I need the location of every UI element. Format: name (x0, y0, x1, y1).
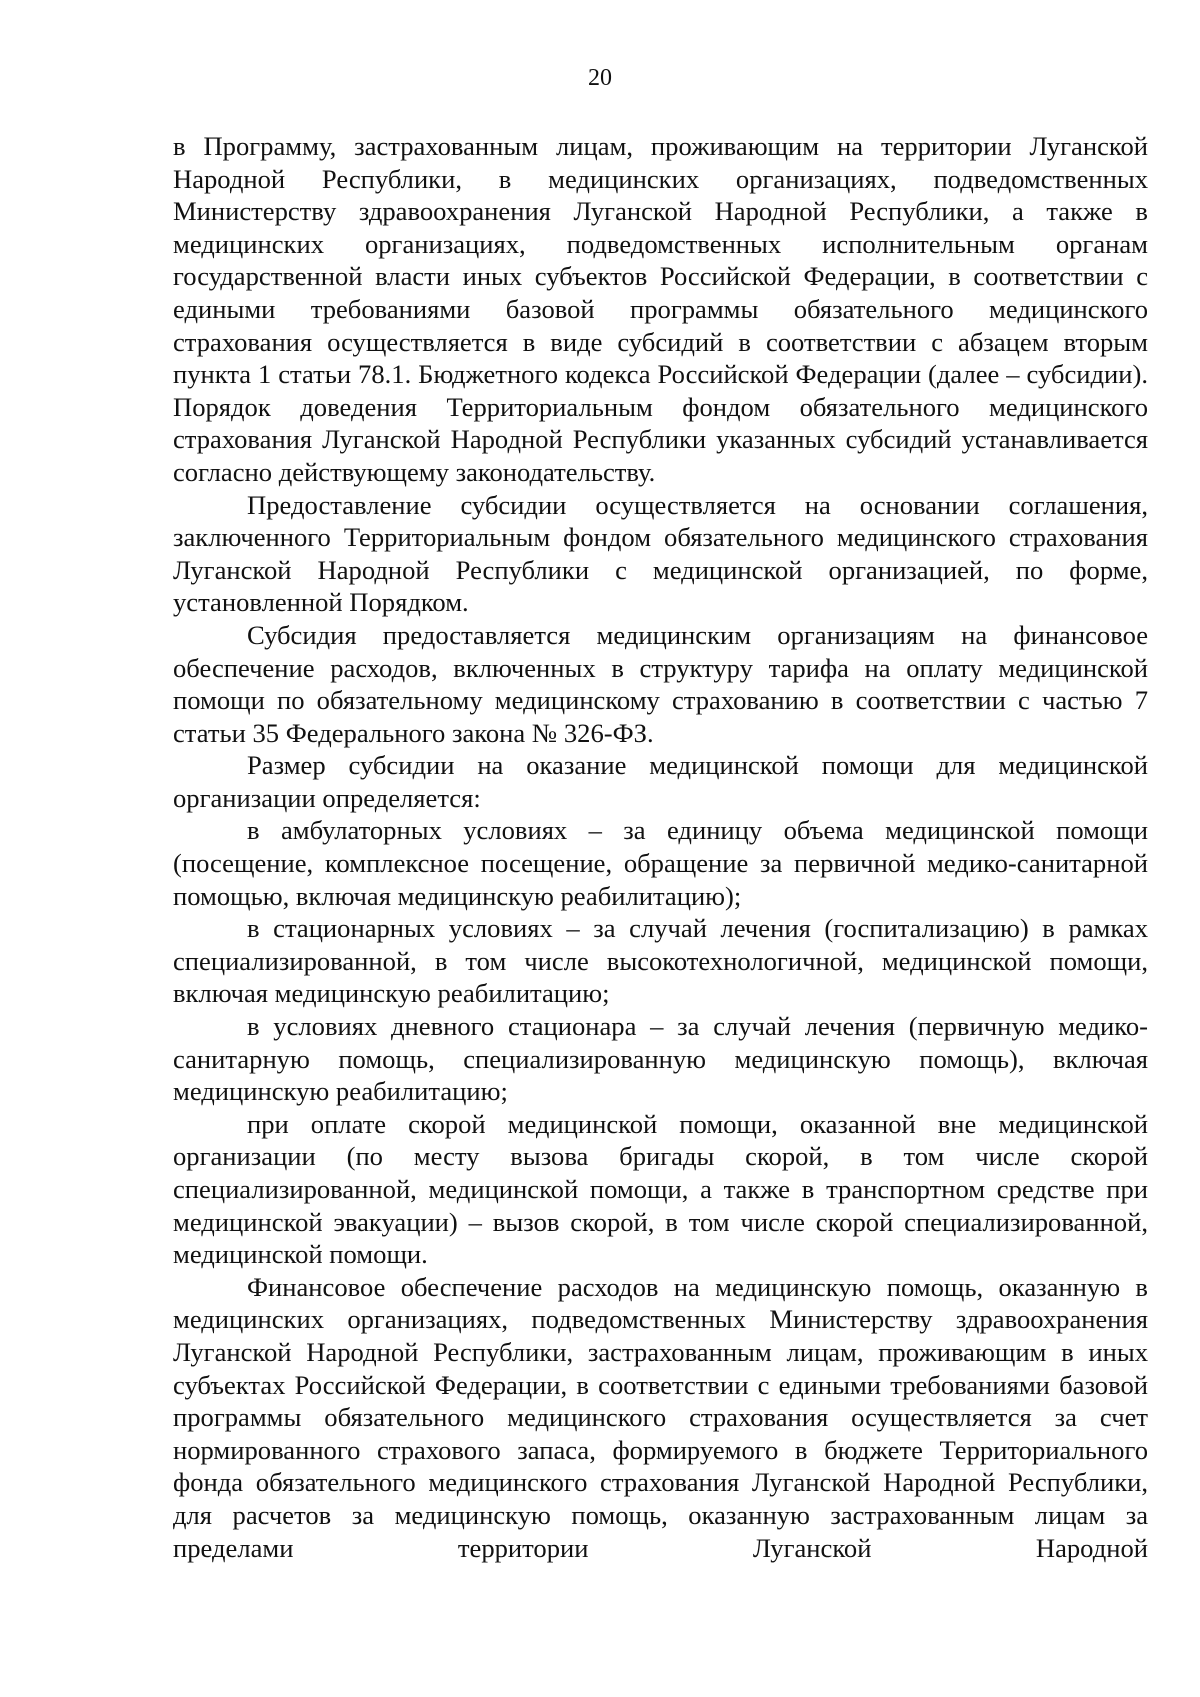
paragraph-subsidy-purpose: Субсидия предоставляется медицинским организациям на финансовое обеспечение расходов, включенных в структуру тарифа на оплату медицинской помощи по обязательному медицинскому страхованию в соответствии с частью 7 статьи 35 Федерального закона № 326-ФЗ. (173, 619, 1148, 748)
paragraph-inpatient: в стационарных условиях – за случай лечения (госпитализацию) в рамках специализированной, в том числе высокотехнологичной, медицинской помощи, включая медицинскую реабилитацию; (173, 913, 1148, 1009)
paragraph-outpatient: в амбулаторных условиях – за единицу объема медицинской помощи (посещение, комплексное посещение, обращение за первичной медико-санитарной помощью, включая медицинскую реабилитацию); (173, 815, 1148, 911)
paragraph-financing: Финансовое обеспечение расходов на медицинскую помощь, оказанную в медицинских организациях, подведомственных Министерству здравоохранения Луганской Народной Республики, застрахованным лицам, проживающим в иных субъектах Российской Федерации, в соответствии с едиными требованиями базовой программы обязательного медицинского страхования осуществляется за счет нормированного страхового запаса, формируемого в бюджете Территориального фонда обязательного медицинского страхования Луганской Народной Республики, для расчетов за медицинскую помощь, оказанную застрахованным лицам за пределами территории Луганской Народной (173, 1271, 1148, 1563)
paragraph-continued-intro: в Программу, застрахованным лицам, проживающим на территории Луганской Народной Республики, в медицинских организациях, подведомственных Министерству здравоохранения Луганской Народной Республики, а также в медицинских организациях, подведомственных исполнительным органам государственной власти иных субъектов Российской Федерации, в соответствии с едиными требованиями базовой программы обязательного медицинского страхования осуществляется в виде субсидий в соответствии с абзацем вторым пункта 1 статьи 78.1. Бюджетного кодекса Российской Федерации (далее – субсидии). Порядок доведения Территориальным фондом обязательного медицинского страхования Луганской Народной Республики указанных субсидий устанавливается согласно действующему законодательству. (173, 131, 1148, 487)
paragraph-subsidy-agreement: Предоставление субсидии осуществляется на основании соглашения, заключенного Территориальным фондом обязательного медицинского страхования Луганской Народной Республики с медицинской организацией, по форме, установленной Порядком. (173, 489, 1148, 618)
document-body (173, 130, 1148, 1564)
page-number: 20 (588, 65, 612, 91)
paragraph-day-hospital: в условиях дневного стационара – за случай лечения (первичную медико-санитарную помощь, специализированную медицинскую помощь), включая медицинскую реабилитацию; (173, 1011, 1148, 1107)
paragraph-subsidy-size: Размер субсидии на оказание медицинской помощи для медицинской организации определяется: (173, 750, 1148, 813)
paragraph-emergency-care: при оплате скорой медицинской помощи, оказанной вне медицинской организации (по месту вызова бригады скорой, в том числе скорой специализированной, медицинской помощи, а также в транспортном средстве при медицинской эвакуации) – вызов скорой, в том числе скорой специализированной, медицинской помощи. (173, 1108, 1148, 1270)
